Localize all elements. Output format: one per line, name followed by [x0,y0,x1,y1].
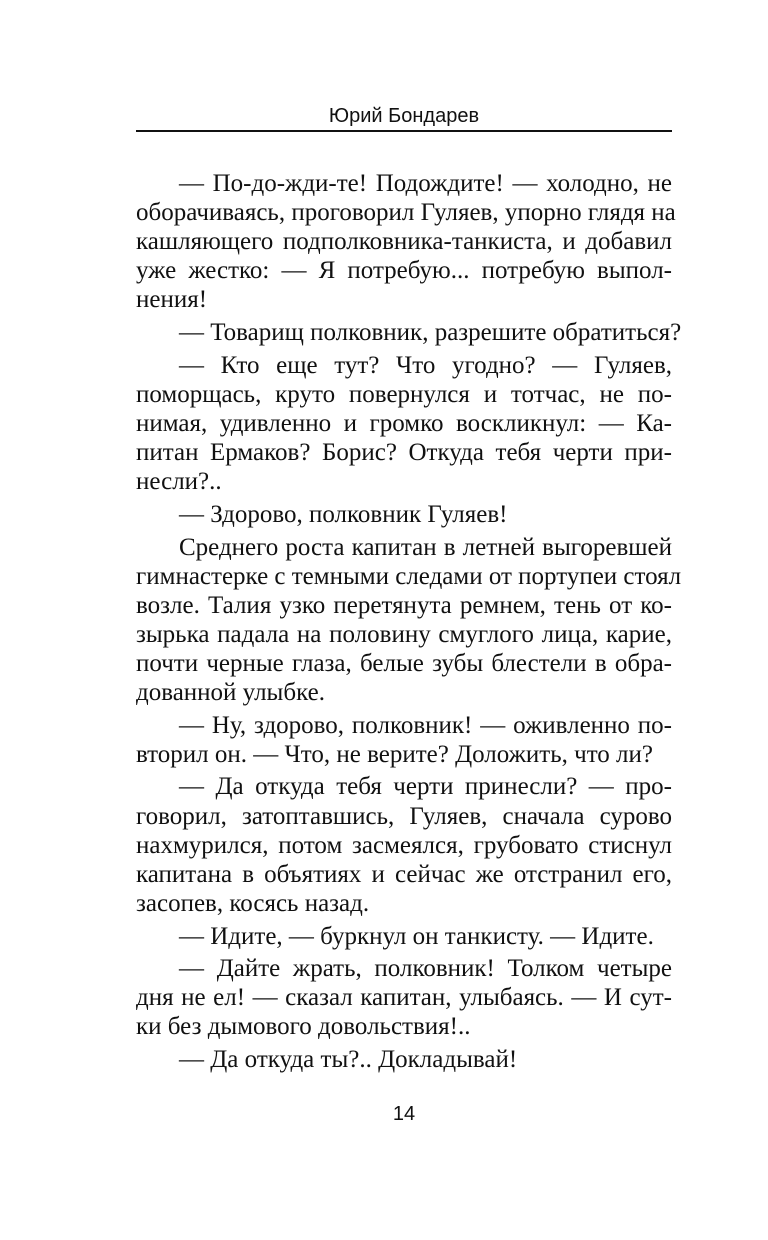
text-line: говорил, затоптавшись, Гуляев, сначала сурово [136,802,672,830]
text-line: зырька падала на половину смуглого лица, карие, [136,620,672,648]
page-number: 14 [392,1103,416,1125]
text-line: — Да откуда тебя черти принесли? — про- [179,773,672,801]
text-line: оборачиваясь, проговорил Гуляев, упорно глядя на [136,199,676,227]
page-body-text [136,169,682,1074]
text-line: кашляющего подполковника-танкиста, и добавил [136,228,672,256]
paragraph [136,169,676,314]
text-line: ки без дымового довольствия!.. [136,1013,471,1041]
paragraph [136,533,682,708]
paragraph [136,351,672,496]
text-line: нимая, удивленно и громко воскликнул: — Ка- [136,409,672,437]
text-line: питан Ермаков? Борис? Откуда тебя черти при- [136,439,672,467]
text-line: гимнастерке с темными следами от портупеи стоял [136,562,682,590]
text-line: — Здорово, полковник Гуляев! [179,500,508,528]
text-line: капитана в объятиях и сейчас же отстранил его, [136,860,672,888]
text-line: несли?.. [136,468,222,496]
text-line: — Кто еще тут? Что угодно? — Гуляев, [179,351,672,379]
text-line: Среднего роста капитан в летней выгоревшей [179,533,672,561]
text-line: нения! [136,286,208,314]
text-line: возле. Талия узко перетянута ремнем, тень от ко- [136,591,672,619]
paragraph [136,318,682,347]
paragraph [136,500,672,529]
paragraph [136,922,672,951]
text-line: — По-до-жди-те! Подождите! — холодно, не [179,170,672,197]
running-header-author: Юрий Бондарев [328,105,480,127]
paragraph [136,1045,672,1074]
paragraph [136,711,672,769]
paragraph [136,954,672,1041]
text-line: — Товарищ полковник, разрешите обратиться? [179,319,682,347]
text-line: засопев, косясь назад. [136,889,370,917]
text-line: вторил он. — Что, не верите? Доложить, что ли? [136,740,654,768]
text-line: — Идите, — буркнул он танкисту. — Идите. [179,922,654,950]
text-line: нахмурился, потом засмеялся, грубовато стиснул [136,831,672,859]
text-line: дованной улыбке. [136,678,325,706]
text-line: уже жестко: — Я потребую... потребую выпол- [136,257,672,285]
text-line: почти черные глаза, белые зубы блестели в обра- [136,649,672,677]
text-line: поморщась, круто повернулся и тотчас, не по- [136,380,672,408]
header-rule [136,130,672,132]
text-line: — Дайте жрать, полковник! Толком четыре [179,955,672,983]
text-line: — Ну, здорово, полковник! — оживленно по- [179,711,672,739]
text-line: — Да откуда ты?.. Докладывай! [179,1046,518,1074]
text-line: дня не ел! — сказал капитан, улыбаясь. — И сут- [136,984,672,1012]
paragraph [136,772,672,917]
